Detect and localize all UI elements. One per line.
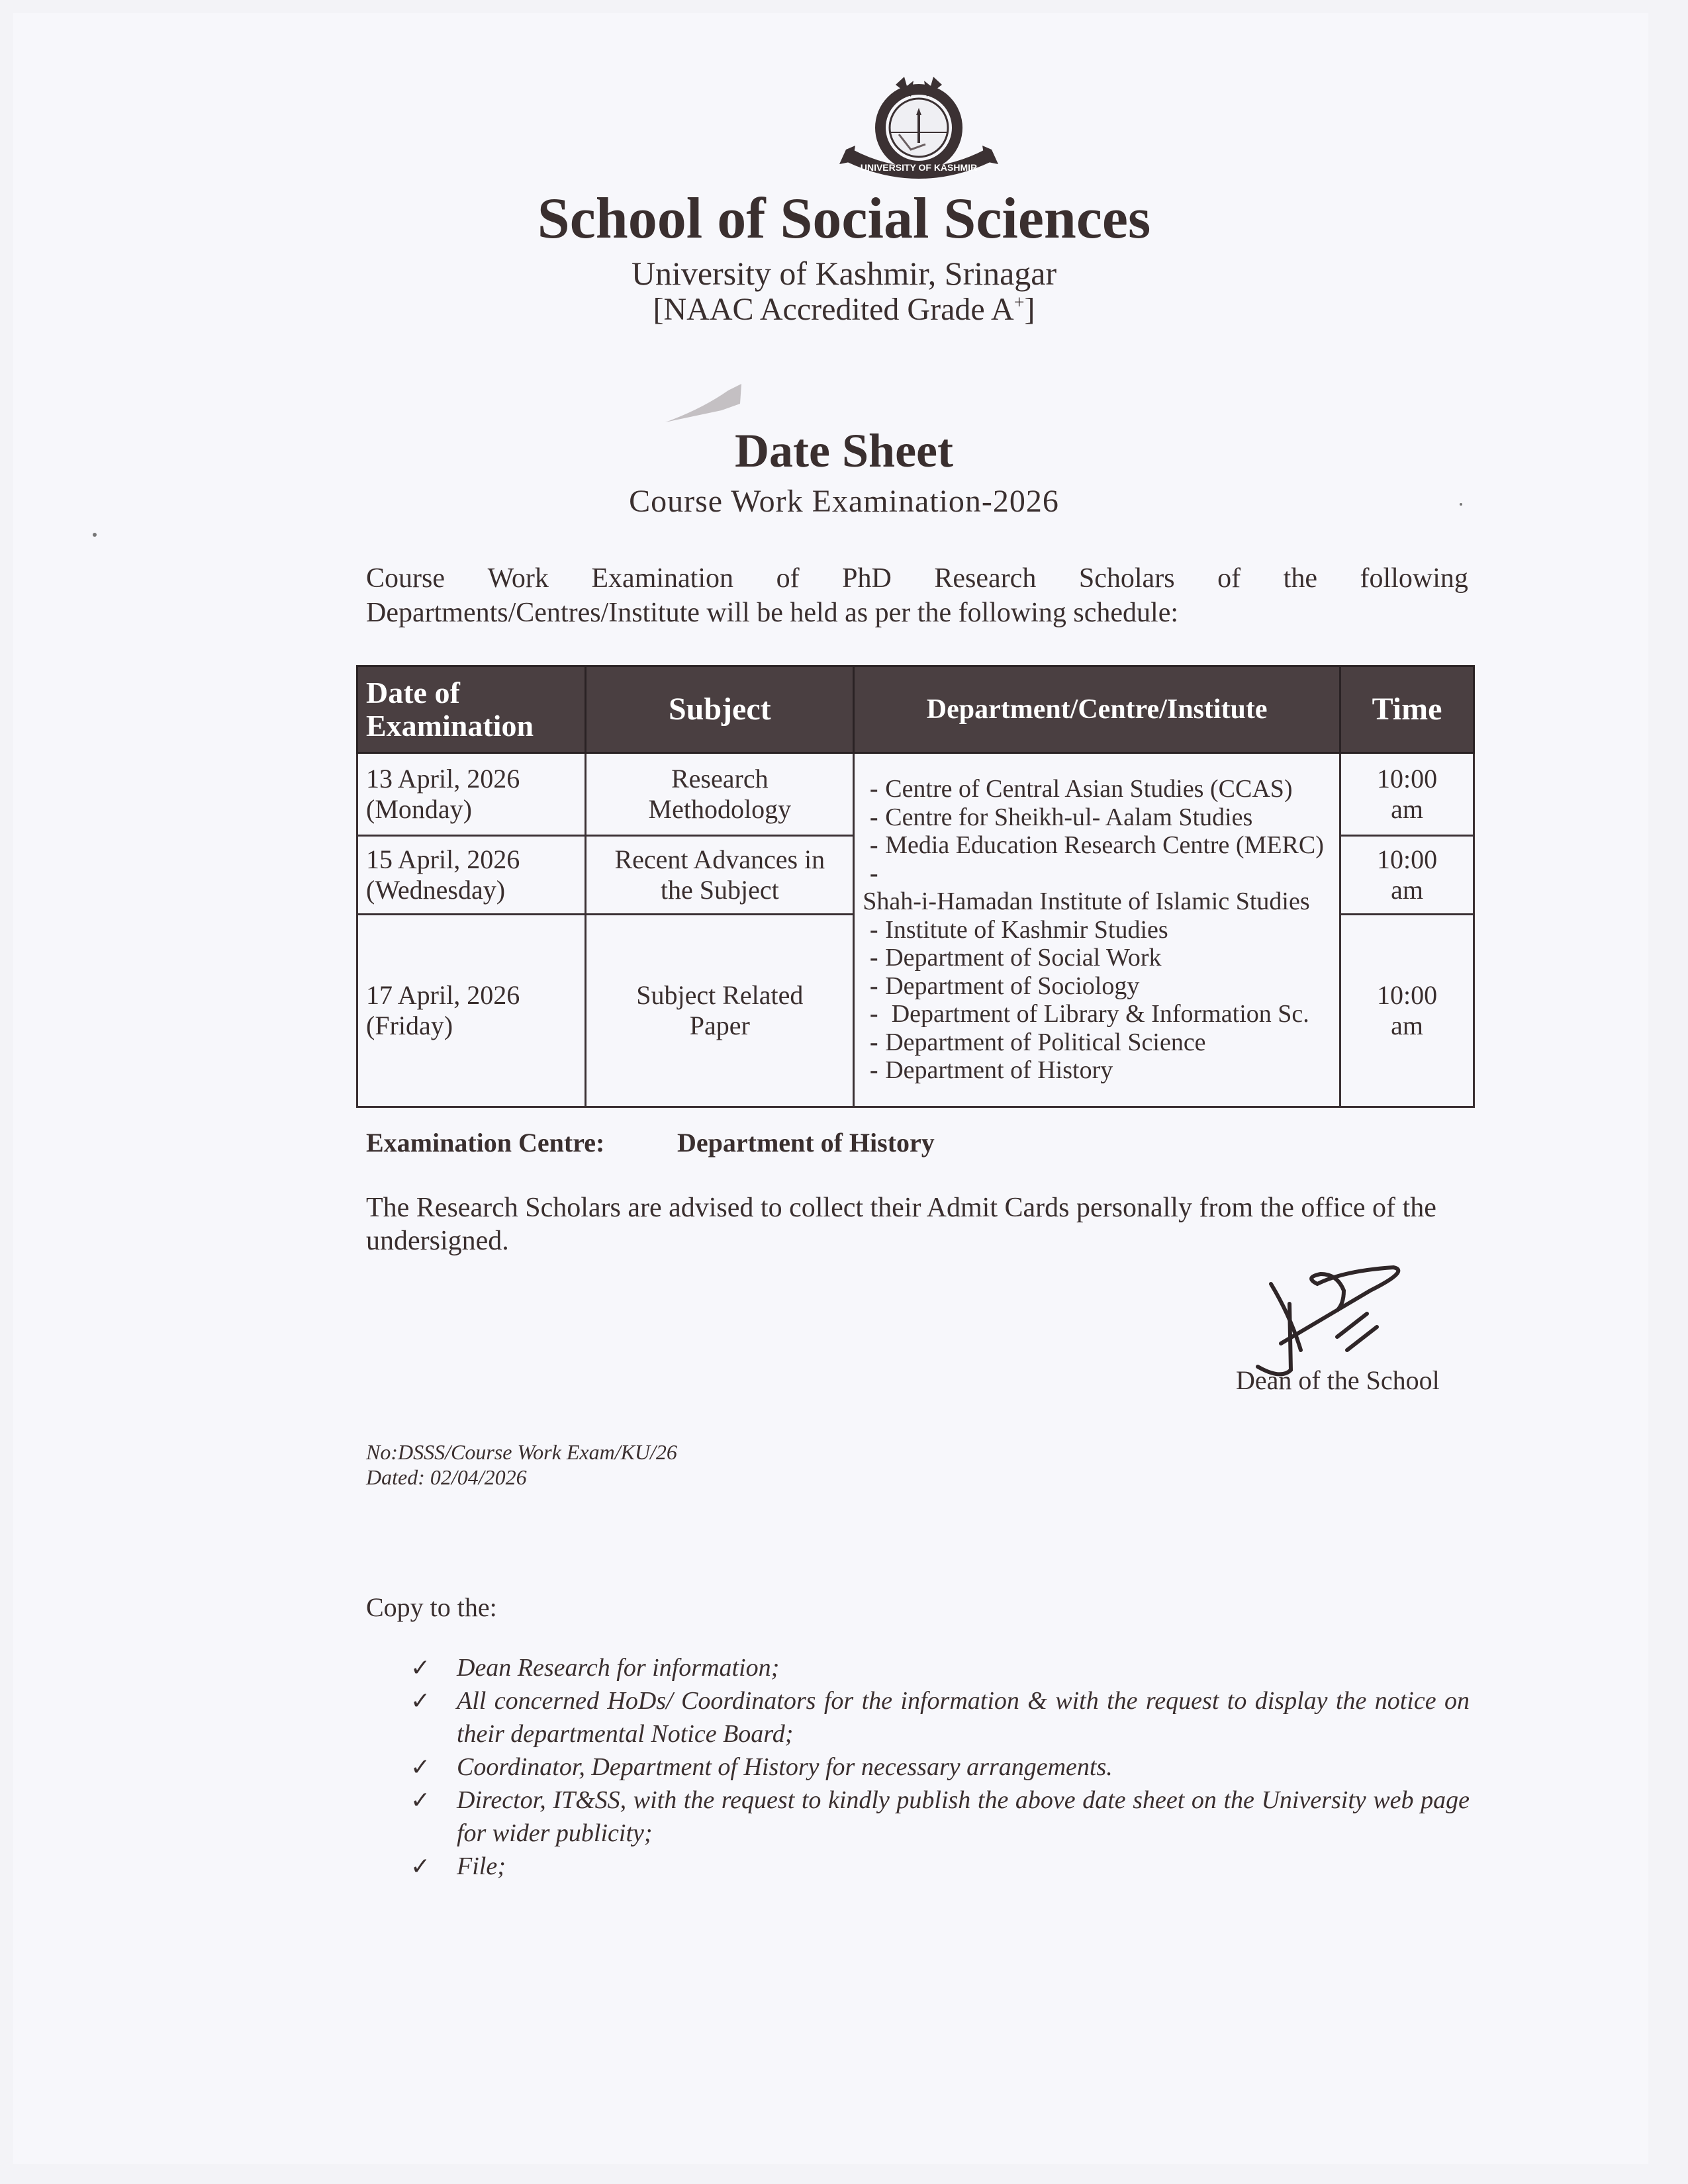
copy-to-heading: Copy to the: [366, 1592, 497, 1622]
department-item [863, 944, 1331, 972]
copy-to-item [410, 1651, 1470, 1684]
header-date-line2: Examination [366, 709, 534, 743]
accreditation-close: ] [1024, 292, 1035, 327]
accreditation-plus: + [1013, 293, 1025, 313]
cell-time [1340, 915, 1474, 1107]
scan-speck [1460, 503, 1462, 506]
checkmark-icon: ✓ [410, 1853, 431, 1880]
intro-word: the [1283, 563, 1317, 594]
signature-icon [1244, 1244, 1456, 1377]
header-subject: Subject [586, 666, 854, 753]
cell-subject [586, 836, 854, 915]
cell-date [357, 753, 586, 836]
department-item [863, 1000, 1331, 1028]
university-logo-icon [833, 71, 1005, 184]
department-item [863, 916, 1331, 944]
cell-subject [586, 915, 854, 1107]
reference-number: No:DSSS/Course Work Exam/KU/26 [366, 1440, 677, 1464]
intro-paragraph [366, 561, 1468, 630]
advice-paragraph: The Research Scholars are advised to collect their Admit Cards personally from the office of the undersigned. [366, 1193, 1436, 1256]
department-name: Department of Political Science [885, 1028, 1206, 1056]
exam-date: 17 April, 2026 [366, 980, 520, 1010]
exam-schedule-table [356, 665, 1475, 1108]
intro-word: of [776, 563, 800, 594]
department-list [863, 775, 1331, 1085]
department-name: Department of History [885, 1056, 1113, 1085]
time-meridiem: am [1391, 794, 1423, 824]
subject-line1: Recent Advances in [614, 844, 825, 874]
exam-date: 13 April, 2026 [366, 764, 520, 794]
department-item [863, 775, 1331, 803]
copy-to-text: Director, IT&SS, with the request to kindly publish the above date sheet on the University web page for wider publicity; [457, 1786, 1470, 1847]
department-name: Centre of Central Asian Studies (CCAS) [885, 775, 1293, 803]
intro-word: following [1360, 563, 1468, 594]
copy-to-text: Coordinator, Department of History for necessary arrangements. [457, 1753, 1113, 1781]
exam-day: (Friday) [366, 1011, 453, 1040]
checkmark-icon: ✓ [410, 1754, 431, 1780]
time-value: 10:00 [1376, 980, 1438, 1010]
header-department: Department/Centre/Institute [854, 666, 1340, 753]
cell-date [357, 836, 586, 915]
department-item [863, 1056, 1331, 1085]
intro-word: of [1217, 563, 1241, 594]
subject-line1: Subject Related [636, 980, 804, 1010]
department-name: Centre for Sheikh-ul- Aalam Studies [885, 803, 1253, 831]
cell-date [357, 915, 586, 1107]
exam-day: (Monday) [366, 794, 472, 824]
cell-time [1340, 836, 1474, 915]
copy-to-text: File; [457, 1852, 506, 1880]
department-item [863, 803, 1331, 832]
department-item [863, 831, 1331, 860]
department-name: Department of Social Work [885, 944, 1162, 972]
exam-centre-label: Examination Centre: [366, 1128, 605, 1158]
time-meridiem: am [1391, 1011, 1423, 1040]
table-header-row [357, 666, 1474, 753]
subject-line2: Paper [689, 1011, 750, 1040]
copy-to-text: All concerned HoDs/ Coordinators for the information & with the request to display the notice on their departmental Notice Board; [457, 1687, 1470, 1748]
signatory-title: Dean of the School [1236, 1365, 1440, 1395]
intro-word: Course [366, 563, 445, 594]
school-name: School of Social Sciences [537, 187, 1151, 251]
copy-to-item [410, 1751, 1470, 1784]
time-value: 10:00 [1376, 844, 1438, 874]
cell-departments [854, 753, 1340, 1107]
department-item [863, 860, 1331, 916]
cell-subject [586, 753, 854, 836]
header-date-line1: Date of [366, 676, 460, 709]
logo-text: UNIVERSITY OF KASHMIR [860, 162, 978, 173]
intro-line-1 [366, 561, 1468, 596]
checkmark-icon: ✓ [410, 1787, 431, 1813]
subject-line2: Methodology [648, 794, 792, 824]
department-item [863, 1028, 1331, 1057]
copy-to-item [410, 1784, 1470, 1850]
department-name: Shah-i-Hamadan Institute of Islamic Studies [863, 887, 1310, 916]
time-meridiem: am [1391, 875, 1423, 905]
scan-speck [93, 533, 97, 537]
exam-date: 15 April, 2026 [366, 844, 520, 874]
intro-word: Work [487, 563, 549, 594]
exam-day: (Wednesday) [366, 875, 506, 905]
exam-centre [366, 1127, 935, 1158]
reference-date: Dated: 02/04/2026 [366, 1465, 527, 1489]
intro-word: PhD [842, 563, 892, 594]
checkmark-icon: ✓ [410, 1655, 431, 1681]
accreditation-text: [NAAC Accredited Grade A [653, 292, 1014, 327]
time-value: 10:00 [1376, 764, 1438, 794]
copy-to-list [410, 1651, 1470, 1883]
university-name: University of Kashmir, Srinagar [631, 255, 1057, 292]
accreditation [0, 291, 1688, 328]
cell-time [1340, 753, 1474, 836]
header-time: Time [1340, 666, 1474, 753]
copy-to-text: Dean Research for information; [457, 1654, 780, 1682]
document-title: Date Sheet [735, 424, 953, 477]
copy-to-item [410, 1850, 1470, 1883]
checkmark-icon: ✓ [410, 1688, 431, 1714]
exam-centre-value: Department of History [677, 1128, 935, 1158]
intro-word: Scholars [1078, 563, 1175, 594]
department-name: Media Education Research Centre (MERC) [885, 831, 1324, 860]
table-row [357, 753, 1474, 836]
department-name: Department of Sociology [885, 972, 1140, 1000]
intro-word: Examination [591, 563, 734, 594]
header-date [357, 666, 586, 753]
intro-line-2: Departments/Centres/Institute will be held as per the following schedule: [366, 598, 1179, 628]
copy-to-item [410, 1684, 1470, 1751]
department-item [863, 972, 1331, 1001]
subject-line1: Research [671, 764, 769, 794]
subject-line2: the Subject [660, 875, 779, 905]
scan-smudge [662, 377, 761, 430]
department-name: Department of Library & Information Sc. [885, 1000, 1309, 1028]
intro-word: Research [934, 563, 1037, 594]
document-subtitle: Course Work Examination-2026 [629, 484, 1059, 519]
reference-block [366, 1439, 677, 1490]
department-name: Institute of Kashmir Studies [885, 915, 1168, 944]
